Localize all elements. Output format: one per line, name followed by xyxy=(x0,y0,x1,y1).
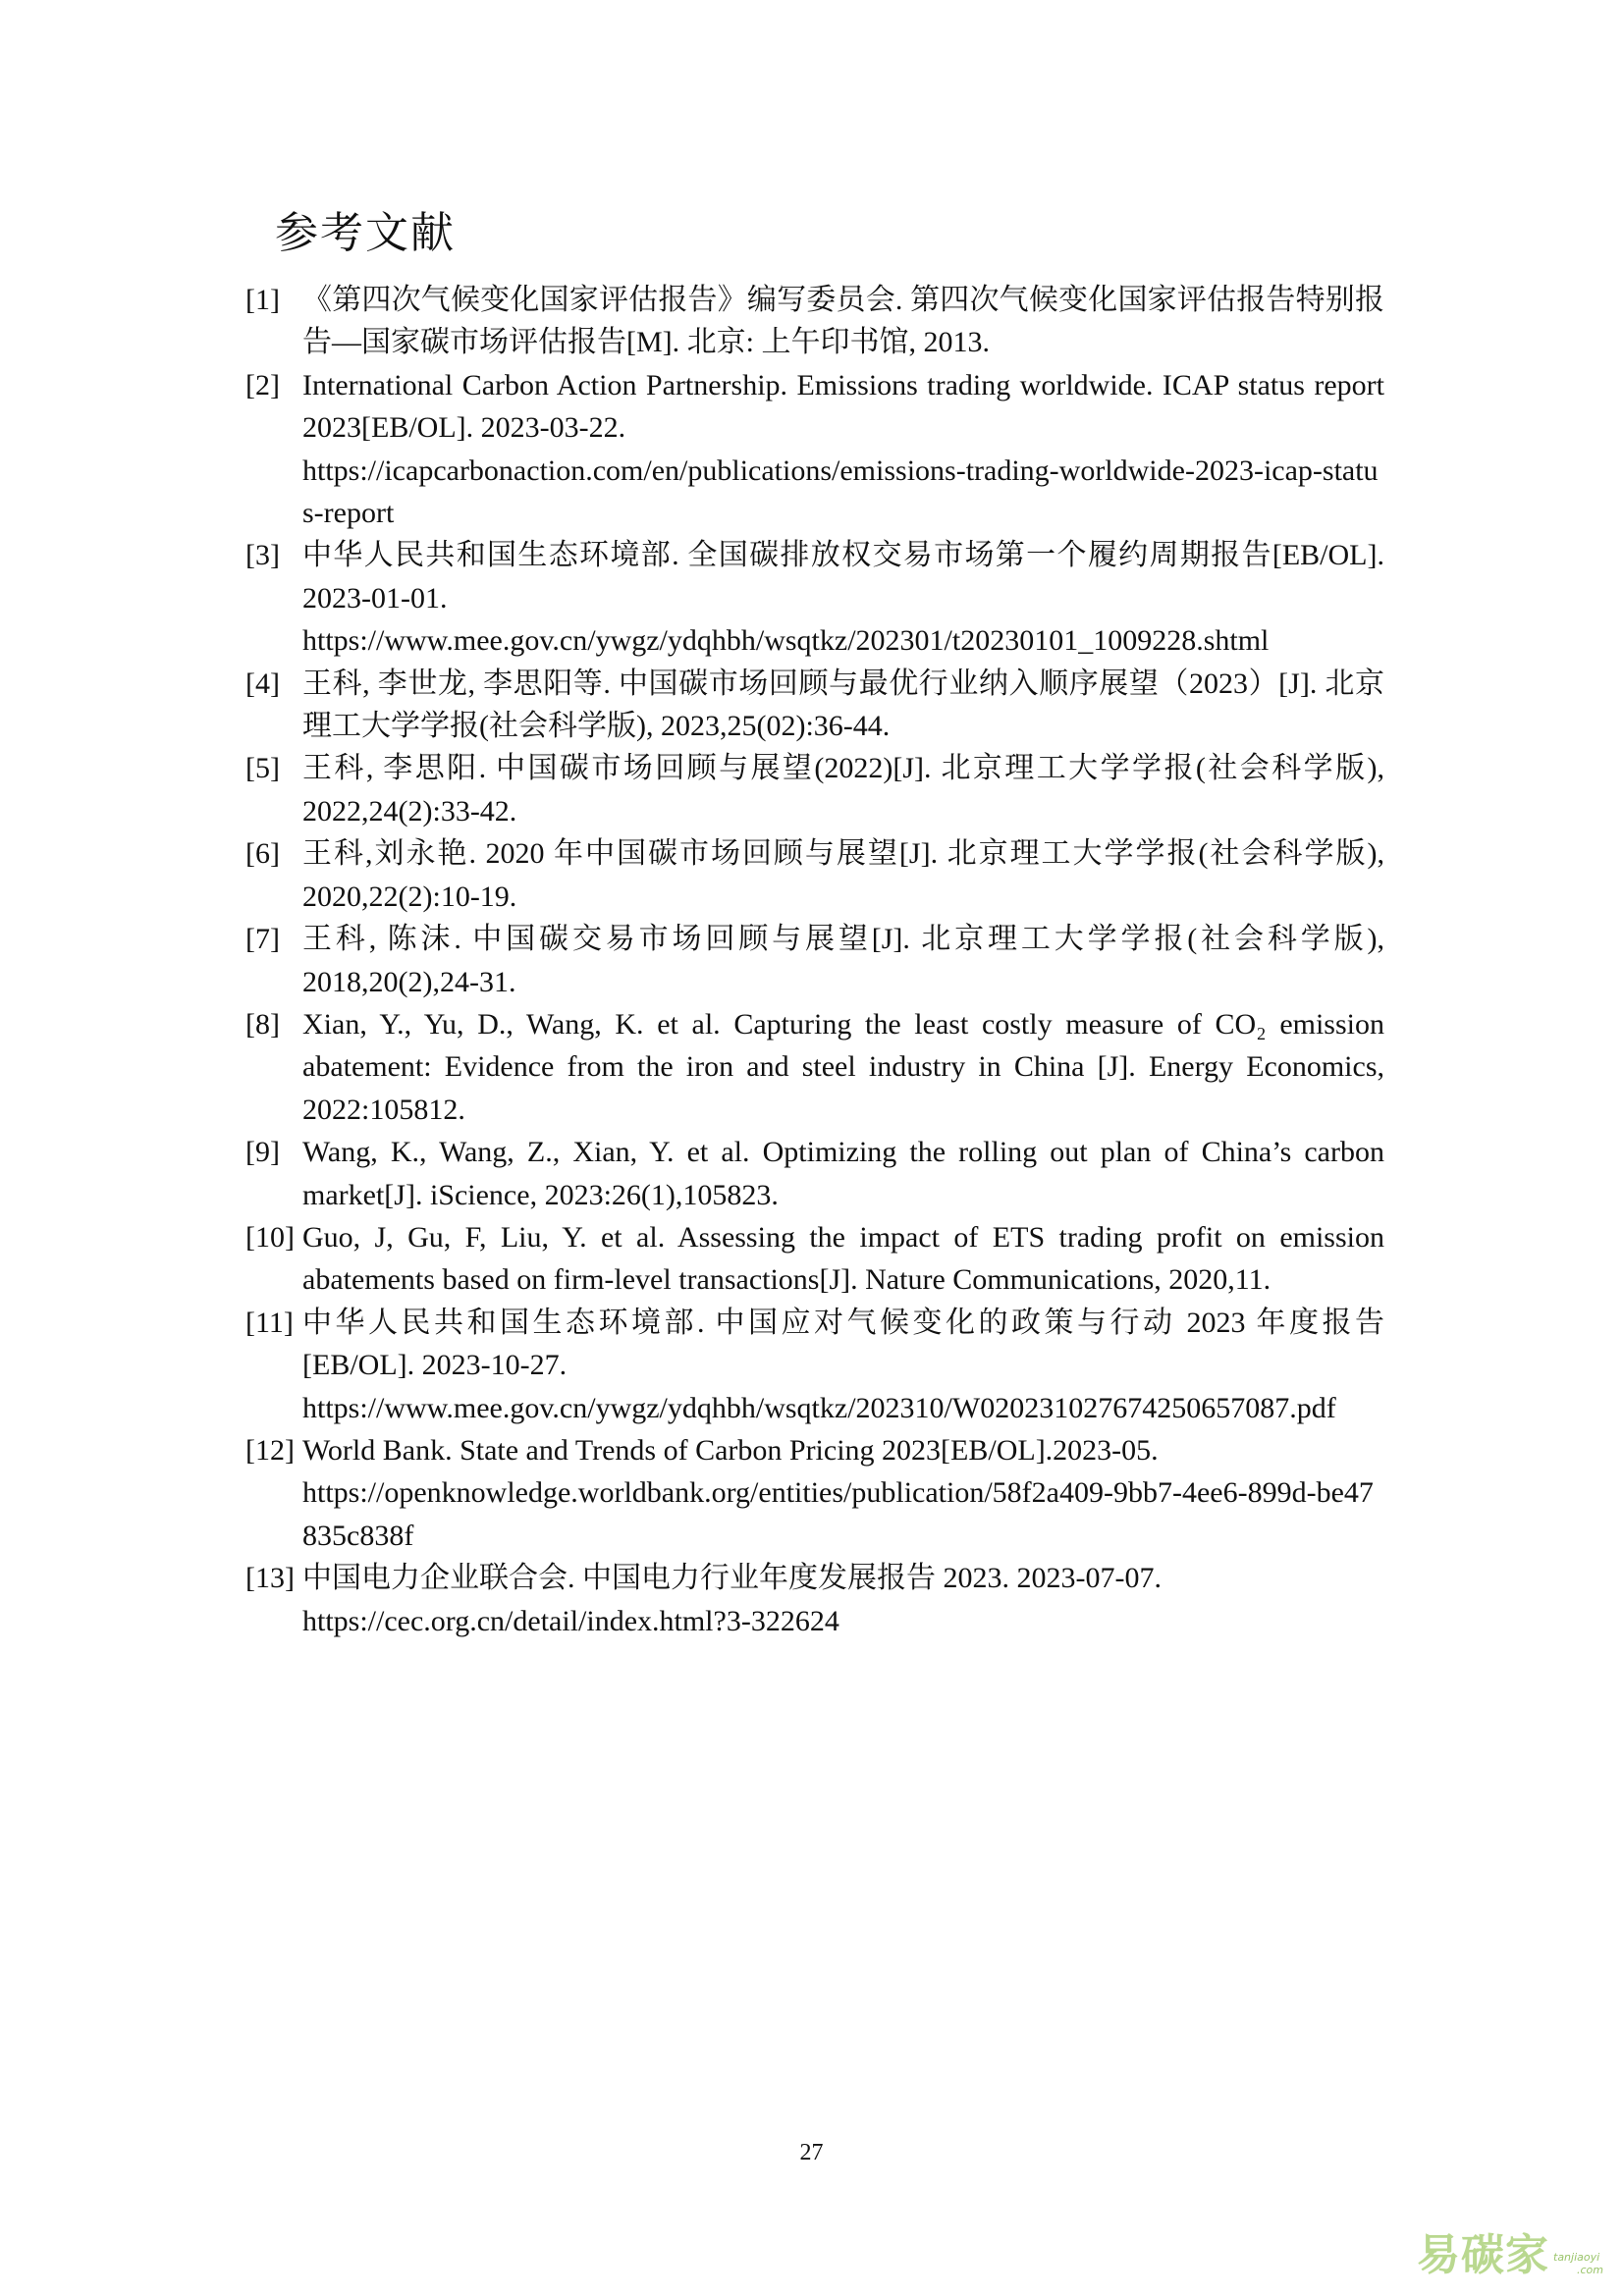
reference-item xyxy=(245,1302,1384,1429)
reference-text: Wang, K., Wang, Z., Xian, Y. et al. Optimizing the rolling out plan of China’s carbon market[J]. iScience, 2023:26(1),105823. xyxy=(302,1136,1384,1211)
reference-item xyxy=(245,1131,1384,1216)
reference-number: [7] xyxy=(245,923,280,956)
reference-number: [3] xyxy=(245,539,280,572)
reference-number: [5] xyxy=(245,752,280,785)
reference-number: [9] xyxy=(245,1136,280,1169)
reference-item xyxy=(245,832,1384,918)
reference-url: https://cec.org.cn/detail/index.html?3-322624 xyxy=(302,1604,839,1637)
reference-item xyxy=(245,279,1384,364)
references-heading: 参考文献 xyxy=(275,209,456,257)
reference-number: [8] xyxy=(245,1007,280,1041)
reference-text: 王科, 陈沫. 中国碳交易市场回顾与展望[J]. 北京理工大学学报(社会科学版), 2018,20(2),24-31. xyxy=(302,923,1384,998)
reference-text: World Bank. State and Trends of Carbon Pricing 2023[EB/OL].2023-05. xyxy=(302,1433,1159,1467)
reference-number: [11] xyxy=(245,1306,294,1339)
reference-text: 中华人民共和国生态环境部. 全国碳排放权交易市场第一个履约周期报告[EB/OL]. 2023-01-01. xyxy=(302,539,1384,614)
reference-item xyxy=(245,663,1384,748)
reference-item xyxy=(245,1216,1384,1302)
reference-item xyxy=(245,747,1384,832)
reference-list xyxy=(245,279,1384,1642)
reference-text: 中华人民共和国生态环境部. 中国应对气候变化的政策与行动 2023 年度报告[EB/OL]. 2023-10-27. xyxy=(302,1306,1384,1382)
reference-item xyxy=(245,364,1384,535)
reference-url: https://openknowledge.worldbank.org/entities/publication/58f2a409-9bb7-4ee6-899d-be47835c838f xyxy=(302,1476,1374,1552)
reference-text: 中国电力企业联合会. 中国电力行业年度发展报告 2023. 2023-07-07. xyxy=(302,1562,1162,1595)
reference-url: https://www.mee.gov.cn/ywgz/ydqhbh/wsqtkz/202310/W020231027674250657087.pdf xyxy=(302,1391,1336,1424)
reference-text: Guo, J, Gu, F, Liu, Y. et al. Assessing the impact of ETS trading profit on emission abatements based on firm-level transactions[J]. Nature Communications, 2020,11. xyxy=(302,1220,1384,1297)
reference-item xyxy=(245,1003,1384,1131)
reference-text: International Carbon Action Partnership. Emissions trading worldwide. ICAP status report 2023[EB/OL]. 2023-03-22. xyxy=(302,368,1384,445)
reference-item xyxy=(245,1429,1384,1557)
watermark-domain-line1: tanjiaoyi xyxy=(1553,2251,1600,2264)
watermark-domain-line2: .com xyxy=(1577,2264,1603,2276)
reference-url: https://www.mee.gov.cn/ywgz/ydqhbh/wsqtkz/202301/t20230101_1009228.shtml xyxy=(302,624,1270,658)
reference-text: 王科, 李思阳. 中国碳市场回顾与展望(2022)[J]. 北京理工大学学报(社会科学版), 2022,24(2):33-42. xyxy=(302,752,1384,828)
reference-item xyxy=(245,1557,1384,1642)
page-content xyxy=(245,208,1384,1642)
reference-number: [13] xyxy=(245,1562,295,1595)
reference-number: [12] xyxy=(245,1433,295,1467)
reference-text: 王科, 李世龙, 李思阳等. 中国碳市场回顾与最优行业纳入顺序展望（2023）[J]. 北京理工大学学报(社会科学版), 2023,25(02):36-44. xyxy=(302,667,1384,743)
page-number: 27 xyxy=(799,2140,824,2165)
watermark-logo xyxy=(1417,2219,1603,2282)
reference-item xyxy=(245,534,1384,662)
reference-number: [1] xyxy=(245,284,280,316)
reference-number: [6] xyxy=(245,837,280,871)
reference-number: [4] xyxy=(245,667,280,700)
reference-number: [10] xyxy=(245,1220,295,1254)
reference-url: https://icapcarbonaction.com/en/publications/emissions-trading-worldwide-2023-icap-status-report xyxy=(302,454,1379,530)
reference-text: 《第四次气候变化国家评估报告》编写委员会. 第四次气候变化国家评估报告特别报告—国家碳市场评估报告[M]. 北京: 上午印书馆, 2013. xyxy=(302,284,1384,359)
reference-item xyxy=(245,918,1384,1003)
reference-number: [2] xyxy=(245,368,280,401)
watermark-logo-text: 易碳家 xyxy=(1417,2230,1549,2280)
reference-text: Xian, Y., Yu, D., Wang, K. et al. Capturing the least costly measure of CO₂ emission abatement: Evidence from the iron and steel industry in China [J]. Energy Economics, 2022:105812. xyxy=(302,1007,1384,1126)
watermark-domain xyxy=(1553,2251,1603,2276)
reference-text: 王科,刘永艳. 2020 年中国碳市场回顾与展望[J]. 北京理工大学学报(社会科学版), 2020,22(2):10-19. xyxy=(302,837,1384,913)
